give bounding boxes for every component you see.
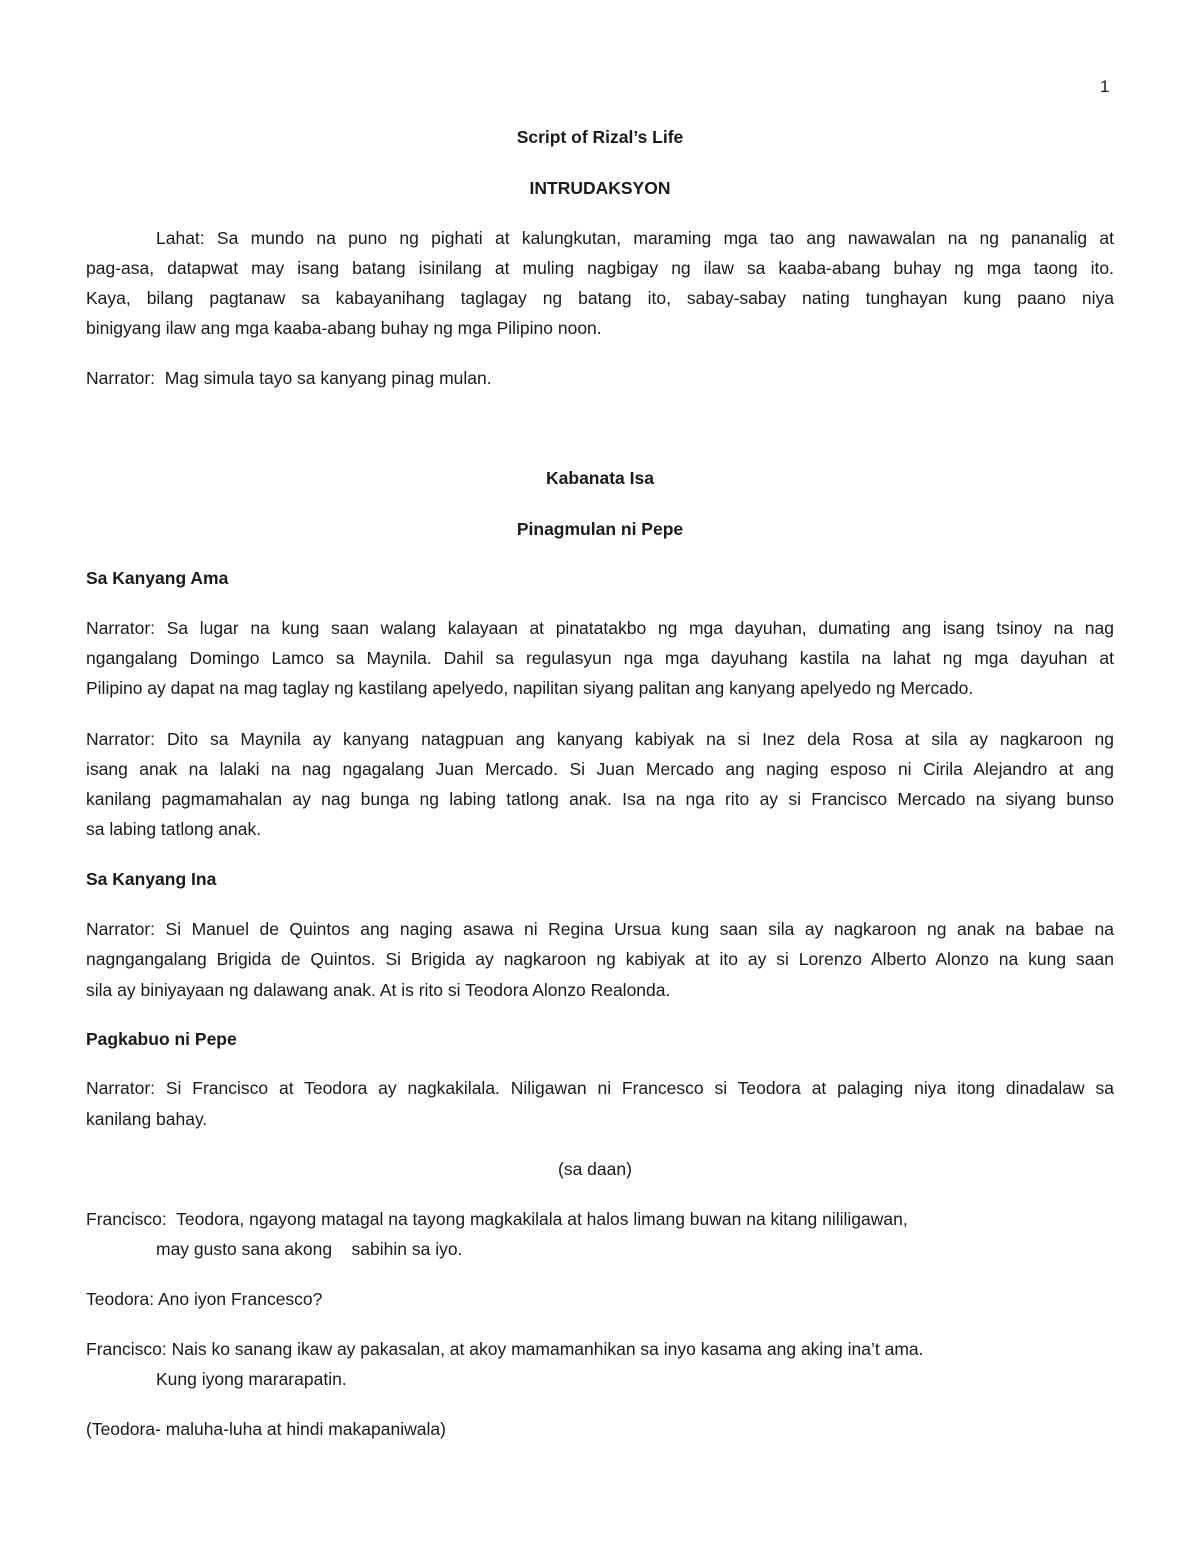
father-p2-line-1: Narrator: Dito sa Maynila ay kanyang natagpuan ang kanyang kabiyak na si Inez dela Rosa at sila ay nagkaroon ng [86, 729, 1114, 749]
narrator-intro: Narrator: Mag simula tayo sa kanyang pinag mulan. [86, 368, 492, 388]
birth-p1-line-1: Narrator: Si Francisco at Teodora ay nagkakilala. Niligawan ni Francesco si Teodora at palaging niya itong dinadalaw sa [86, 1078, 1114, 1098]
section-heading-birth: Pagkabuo ni Pepe [86, 1029, 237, 1049]
chapter-heading: Kabanata Isa [546, 468, 654, 488]
father-p1-line-3: Pilipino ay dapat na mag taglay ng kastilang apelyedo, napilitan siyang palitan ang kanyang apelyedo ng Mercado. [86, 678, 974, 698]
father-p2-line-4: sa labing tatlong anak. [86, 819, 262, 839]
dialogue-francisco-2: Francisco: Nais ko sanang ikaw ay pakasalan, at akoy mamamanhikan sa inyo kasama ang aking ina’t ama. [86, 1339, 924, 1359]
intro-line-1: Lahat: Sa mundo na puno ng pighati at kalungkutan, maraming mga tao ang nawawalan na ng pananalig at [156, 228, 1114, 248]
chapter-title: Pinagmulan ni Pepe [516, 519, 684, 539]
section-heading-mother: Sa Kanyang Ina [86, 869, 217, 889]
mother-p1-line-2: nagngangalang Brigida de Quintos. Si Brigida ay nagkaroon ng kabiyak at ito ay si Lorenzo Alberto Alonzo na kung saan [86, 949, 1114, 969]
mother-p1-line-1: Narrator: Si Manuel de Quintos ang naging asawa ni Regina Ursua kung saan sila ay nagkaroon ng anak na babae na [86, 919, 1114, 939]
father-p1-line-1: Narrator: Sa lugar na kung saan walang kalayaan at pinatatakbo ng mga dayuhan, dumating ang isang tsinoy na nag [86, 618, 1114, 638]
dialogue-francisco-2-cont: Kung iyong mararapatin. [156, 1369, 347, 1389]
dialogue-teodora-1: Teodora: Ano iyon Francesco? [86, 1289, 323, 1309]
father-p2-line-3: kanilang pagmamahalan ay nag bunga ng labing tatlong anak. Isa na nga rito ay si Francisco Mercado na siyang bunso [86, 789, 1114, 809]
intro-line-3: Kaya, bilang pagtanaw sa kabayanihang taglagay ng batang ito, sabay-sabay nating tunghayan kung paano niya [86, 288, 1114, 308]
document-title: Script of Rizal’s Life [516, 127, 684, 147]
dialogue-francisco-1: Francisco: Teodora, ngayong matagal na tayong magkakilala at halos limang buwan na kitang nililigawan, [86, 1209, 908, 1229]
stage-direction-teodora: (Teodora- maluha-luha at hindi makapaniwala) [86, 1419, 446, 1439]
page-number: 1 [1100, 77, 1110, 96]
father-p1-line-2: ngangalang Domingo Lamco sa Maynila. Dahil sa regulasyun nga mga dayuhang kastila na lahat ng mga dayuhan at [86, 648, 1114, 668]
intro-line-2: pag-asa, datapwat may isang batang isinilang at muling nagbigay ng ilaw sa kaaba-abang buhay ng mga taong ito. [86, 258, 1114, 278]
father-p2-line-2: isang anak na lalaki na nag ngagalang Juan Mercado. Si Juan Mercado ang naging esposo ni Cirila Alejandro at ang [86, 759, 1114, 779]
section-heading-father: Sa Kanyang Ama [86, 568, 229, 588]
dialogue-francisco-1-cont: may gusto sana akong sabihin sa iyo. [156, 1239, 463, 1259]
birth-p1-line-2: kanilang bahay. [86, 1109, 208, 1129]
mother-p1-line-3: sila ay biniyayaan ng dalawang anak. At is rito si Teodora Alonzo Realonda. [86, 980, 671, 1000]
intro-line-4: binigyang ilaw ang mga kaaba-abang buhay ng mga Pilipino noon. [86, 318, 602, 338]
stage-direction: (sa daan) [558, 1159, 632, 1179]
intro-heading: INTRUDAKSYON [529, 178, 671, 198]
